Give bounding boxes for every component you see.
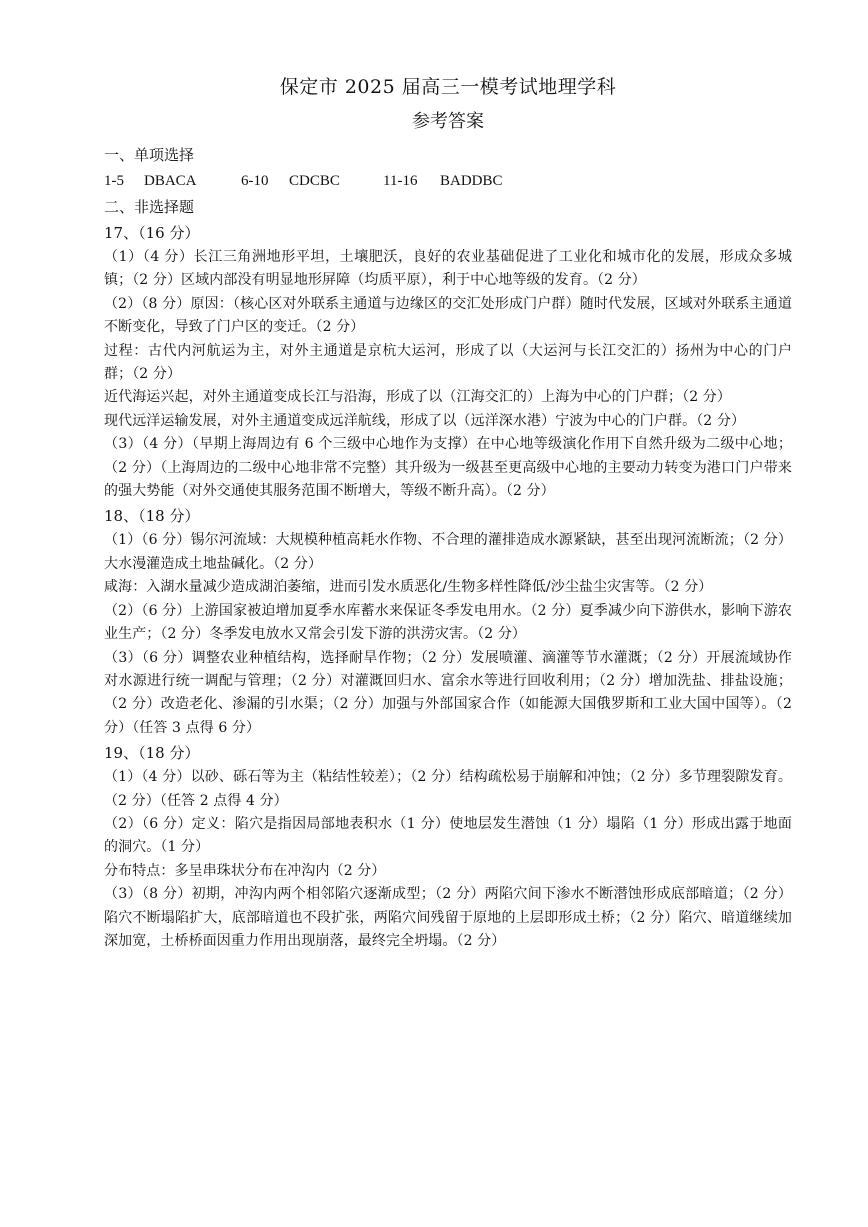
question-17-heading: 17、（16 分） [104,224,200,242]
answer-paragraph: （1）（4 分）以砂、砾石等为主（粘结性较差）；（2 分）结构疏松易于崩解和冲蚀；（2 分）多节理裂隙发育。（2 分）（任答 2 点得 4 分） [104,769,792,809]
answer-paragraph: （3）（8 分）初期，冲沟内两个相邻陷穴逐渐成型；（2 分）两陷穴间下渗水不断潜蚀形成底部暗道；（2 分）陷穴不断塌陷扩大，底部暗道也不段扩张，两陷穴间残留于原地的上层即形成土桥；（2 分）陷穴、暗道继续加深加宽，土桥桥面因重力作用出现崩落，最终完全坍塌。（2 分） [104,886,792,949]
answer-paragraph: （1）（4 分）长江三角洲地形平坦，土壤肥沃，良好的农业基础促进了工业化和城市化的发展，形成众多城镇；（2 分）区域内部没有明显地形屏障（均质平原），利于中心地等级的发育。（2 分） [104,249,792,289]
section-2-heading: 二、非选择题 [104,198,195,216]
question-19-heading: 19、（18 分） [104,744,200,763]
answer-paragraph: （2）（6 分）上游国家被迫增加夏季水库蓄水来保证冬季发电用水。（2 分）夏季减少向下游供水，影响下游农业生产；（2 分）冬季发电放水又常会引发下游的洪涝灾害。（2 分） [104,602,792,643]
answer-paragraph: 现代远洋运输发展，对外主通道变成远洋航线，形成了以（远洋深水港）宁波为中心的门户群。（2 分） [104,412,746,429]
answer-range: 1-5 [104,173,124,189]
section-1-heading: 一、单项选择 [104,146,195,164]
answer-paragraph: （3）（4 分）（早期上海周边有 6 个三级中心地作为支撑）在中心地等级演化作用下自然升级为二级中心地；（2 分）（上海周边的二级中心地非常不完整）其升级为一级甚至更高级中心地的主要动力转变为港口门户带来的强大势能（对外交通使其服务范围不断增大，等级不断升高）。（2 分） [104,436,792,500]
document-subtitle: 参考答案 [412,111,484,132]
answer-paragraph: （3）（6 分）调整农业种植结构，选择耐旱作物；（2 分）发展喷灌、滴灌等节水灌溉；（2 分）开展流域协作对水源进行统一调配与管理；（2 分）对灌溉回归水、富余水等进行回收利用；（2 分）增加洗盐、排盐设施；（2 分）改造老化、渗漏的引水渠；（2 分）加强与外部国家合作（如能源大国俄罗斯和工业大国中国等）。（2 分）（任答 3 点得 6 分） [104,649,792,736]
answer-paragraph: （2）（8 分）原因：（核心区对外联系主通道与边缘区的交汇处形成门户群）随时代发展，区域对外联系主通道不断变化，导致了门户区的变迁。（2 分） [104,295,792,336]
answer-paragraph: （1）（6 分）锡尔河流域：大规模种植高耗水作物、不合理的灌排造成水源紧缺，甚至出现河流断流；（2 分）大水漫灌造成土地盐碱化。（2 分） [104,532,792,572]
answer-key: DBACA [144,173,197,189]
multiple-choice-answers [104,168,792,194]
answer-range: 6-10 [241,173,269,189]
answer-range: 11-16 [383,173,418,189]
question-18-heading: 18、（18 分） [104,507,200,526]
answer-paragraph: 咸海：入湖水量减少造成湖泊萎缩，进而引发水质恶化/生物多样性降低/沙尘盐尘灾害等。（2 分） [104,579,713,596]
answer-paragraph: （2）（6 分）定义：陷穴是指因局部地表积水（1 分）使地层发生潜蚀（1 分）塌陷（1 分）形成出露于地面的洞穴。（1 分） [104,815,792,856]
answer-paragraph: 过程：古代内河航运为主，对外主通道是京杭大运河，形成了以（大运河与长江交汇的）扬州为中心的门户群；（2 分） [104,342,792,383]
answer-key: BADDBC [440,173,503,189]
answer-key: CDCBC [289,173,340,189]
answer-paragraph: 分布特点：多呈串珠状分布在冲沟内（2 分） [104,862,386,879]
document-title: 保定市 2025 届高三一模考试地理学科 [279,76,617,98]
answer-paragraph: 近代海运兴起，对外主通道变成长江与沿海，形成了以（江海交汇的）上海为中心的门户群；（2 分） [104,389,731,406]
